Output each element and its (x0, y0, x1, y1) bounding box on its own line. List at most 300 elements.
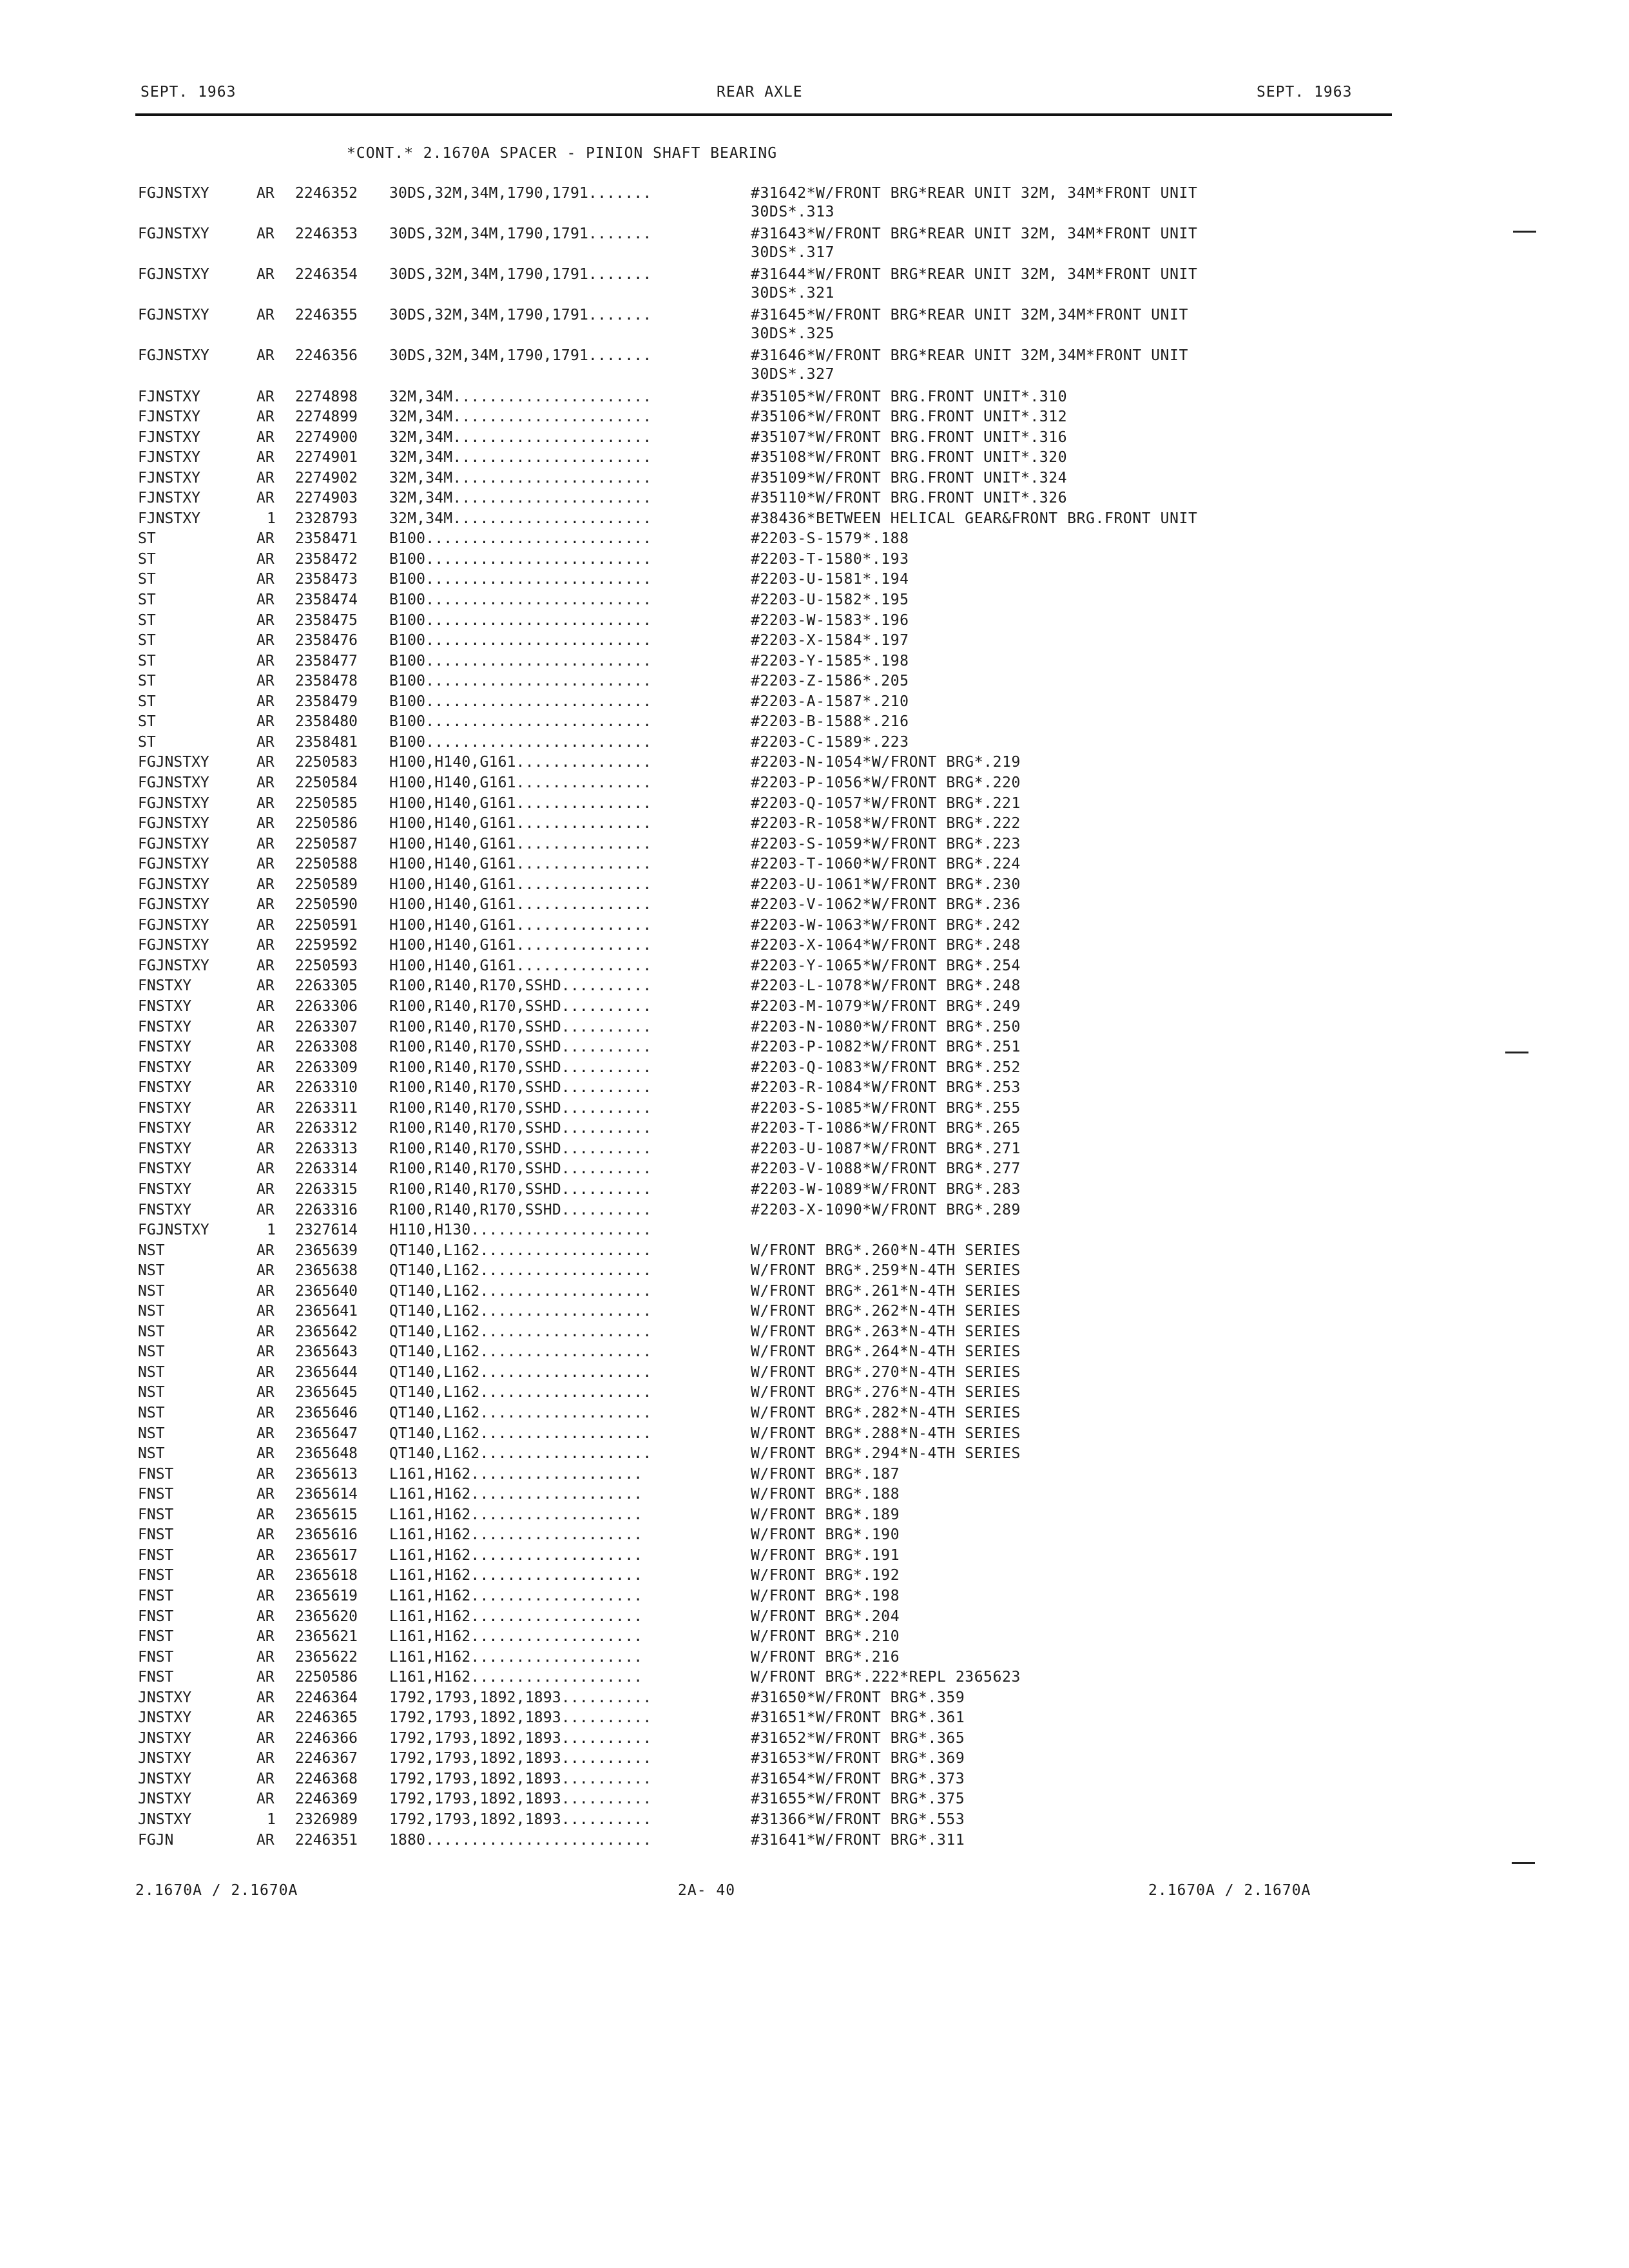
parts-row (0, 1079, 1629, 1099)
models: R100,R140,R170,SSHD.......... (389, 1201, 652, 1218)
part-number: 2274902 (295, 469, 358, 486)
part-number: 2365640 (295, 1282, 358, 1300)
description-continuation: 30DS*.317 (751, 244, 835, 261)
models: B100......................... (389, 693, 652, 710)
part-number: 2326989 (295, 1811, 358, 1828)
description: #2203-R-1084*W/FRONT BRG*.253 (751, 1079, 1021, 1097)
parts-row (0, 795, 1629, 815)
usage-codes: FGJNSTXY (138, 835, 209, 852)
quantity: AR (256, 1363, 275, 1381)
part-number: 2263308 (295, 1039, 358, 1056)
part-number: 2263311 (295, 1099, 358, 1117)
quantity: AR (256, 1628, 275, 1646)
models: L161,H162................... (389, 1608, 643, 1625)
parts-row (0, 591, 1629, 611)
part-number: 2250589 (295, 876, 358, 893)
usage-codes: FGJNSTXY (138, 347, 209, 365)
parts-row (0, 266, 1629, 286)
usage-codes: ST (138, 713, 156, 731)
usage-codes: FGJNSTXY (138, 856, 209, 873)
usage-codes: ST (138, 571, 156, 588)
usage-codes: ST (138, 632, 156, 649)
quantity: AR (256, 571, 275, 588)
part-number: 2365618 (295, 1567, 358, 1584)
usage-codes: FNSTXY (138, 1099, 192, 1117)
models: QT140,L162................... (389, 1405, 652, 1421)
quantity: AR (256, 754, 275, 771)
description: #2203-X-1090*W/FRONT BRG*.289 (751, 1201, 1021, 1218)
part-number: 2250593 (295, 957, 358, 974)
usage-codes: JNSTXY (138, 1791, 192, 1808)
models: 32M,34M...................... (389, 510, 652, 527)
quantity: AR (256, 652, 275, 669)
parts-row (0, 449, 1629, 469)
part-number: 2250584 (295, 774, 358, 791)
description: W/FRONT BRG*.262*N-4TH SERIES (751, 1303, 1021, 1320)
part-number: 2246355 (295, 307, 358, 324)
part-number: 2328793 (295, 510, 358, 527)
parts-row (0, 571, 1629, 591)
description: W/FRONT BRG*.259*N-4TH SERIES (751, 1262, 1021, 1280)
footer-page-number: 2A- 40 (678, 1882, 736, 1899)
parts-row (0, 1750, 1629, 1770)
description: W/FRONT BRG*.191 (751, 1546, 900, 1564)
models: 32M,34M...................... (389, 469, 652, 486)
quantity: AR (256, 1750, 275, 1767)
description: #2203-A-1587*.210 (751, 693, 909, 710)
description: #2203-W-1089*W/FRONT BRG*.283 (751, 1180, 1021, 1198)
quantity: AR (256, 1689, 275, 1706)
quantity: AR (256, 266, 275, 284)
description: #31652*W/FRONT BRG*.365 (751, 1729, 965, 1747)
quantity: AR (256, 1587, 275, 1604)
parts-row (0, 1445, 1629, 1465)
part-number: 2365613 (295, 1465, 358, 1483)
description: #31651*W/FRONT BRG*.361 (751, 1709, 965, 1727)
quantity: AR (256, 1201, 275, 1218)
description: W/FRONT BRG*.260*N-4TH SERIES (751, 1242, 1021, 1259)
description: #31644*W/FRONT BRG*REAR UNIT 32M, 34M*FRONT UNIT (751, 266, 1198, 284)
usage-codes: FGJNSTXY (138, 957, 209, 974)
models: R100,R140,R170,SSHD.......... (389, 977, 652, 995)
part-number: 2365621 (295, 1628, 358, 1646)
parts-row (0, 713, 1629, 733)
models: H100,H140,G161............... (389, 957, 652, 974)
description: #2203-U-1061*W/FRONT BRG*.230 (751, 876, 1021, 893)
description: #2203-Y-1065*W/FRONT BRG*.254 (751, 957, 1021, 974)
part-number: 2274903 (295, 490, 358, 507)
description: #31641*W/FRONT BRG*.311 (751, 1831, 965, 1849)
description: #2203-B-1588*.216 (751, 713, 909, 731)
usage-codes: JNSTXY (138, 1770, 192, 1787)
quantity: AR (256, 1486, 275, 1503)
description: #2203-U-1087*W/FRONT BRG*.271 (751, 1140, 1021, 1157)
quantity: AR (256, 1343, 275, 1361)
models: 30DS,32M,34M,1790,1791....... (389, 226, 652, 243)
usage-codes: ST (138, 733, 156, 751)
usage-codes: ST (138, 611, 156, 629)
models: H100,H140,G161............... (389, 876, 652, 893)
description-continuation: 30DS*.325 (751, 325, 835, 342)
part-number: 2263310 (295, 1079, 358, 1097)
quantity: AR (256, 1303, 275, 1320)
parts-row (0, 1283, 1629, 1303)
part-number: 2250586 (295, 1669, 358, 1686)
models: B100......................... (389, 733, 652, 751)
usage-codes: FNST (138, 1628, 174, 1646)
quantity: AR (256, 1546, 275, 1564)
quantity: AR (256, 1831, 275, 1849)
part-number: 2246366 (295, 1729, 358, 1747)
usage-codes: FGJNSTXY (138, 774, 209, 791)
models: 32M,34M...................... (389, 449, 652, 466)
part-number: 2365641 (295, 1303, 358, 1320)
quantity: AR (256, 713, 275, 731)
parts-row (0, 1019, 1629, 1039)
models: R100,R140,R170,SSHD.......... (389, 1160, 652, 1178)
part-number: 2365619 (295, 1587, 358, 1604)
description: #2203-W-1583*.196 (751, 611, 909, 629)
parts-row (0, 530, 1629, 550)
parts-row (0, 1832, 1629, 1852)
part-number: 2274898 (295, 388, 358, 405)
usage-codes: FJNSTXY (138, 469, 200, 486)
description-continuation: 30DS*.321 (751, 284, 835, 302)
models: B100......................... (389, 550, 652, 568)
usage-codes: FNST (138, 1526, 174, 1544)
usage-codes: FNST (138, 1587, 174, 1604)
models: QT140,L162................... (389, 1445, 652, 1463)
models: QT140,L162................... (389, 1282, 652, 1300)
part-number: 2365622 (295, 1648, 358, 1666)
parts-row (0, 1506, 1629, 1526)
models: H100,H140,G161............... (389, 896, 652, 914)
models: L161,H162................... (389, 1669, 643, 1686)
parts-row (0, 1791, 1629, 1811)
models: L161,H162................... (389, 1567, 643, 1584)
description: #2203-S-1579*.188 (751, 530, 909, 548)
parts-row (0, 1547, 1629, 1567)
continuation-title: *CONT.* 2.1670A SPACER - PINION SHAFT BEARING (347, 145, 778, 162)
part-number: 2274899 (295, 408, 358, 426)
footer-ref-left: 2.1670A / 2.1670A (135, 1882, 298, 1899)
models: H100,H140,G161............... (389, 937, 652, 954)
parts-row (0, 1466, 1629, 1486)
models: L161,H162................... (389, 1526, 643, 1544)
quantity: AR (256, 774, 275, 791)
description: #2203-W-1063*W/FRONT BRG*.242 (751, 916, 1021, 934)
description: #2203-U-1582*.195 (751, 591, 909, 608)
usage-codes: FGJNSTXY (138, 226, 209, 243)
description: #31643*W/FRONT BRG*REAR UNIT 32M, 34M*FRONT UNIT (751, 226, 1198, 243)
parts-row (0, 1771, 1629, 1791)
part-number: 2263315 (295, 1180, 358, 1198)
description: #2203-S-1059*W/FRONT BRG*.223 (751, 835, 1021, 852)
parts-row-continuation (0, 366, 1629, 386)
quantity: AR (256, 1059, 275, 1076)
usage-codes: FGJNSTXY (138, 185, 209, 202)
parts-row (0, 185, 1629, 205)
quantity: AR (256, 530, 275, 548)
description: W/FRONT BRG*.294*N-4TH SERIES (751, 1445, 1021, 1463)
part-number: 2246351 (295, 1831, 358, 1849)
models: L161,H162................... (389, 1486, 643, 1503)
part-number: 2358474 (295, 591, 358, 608)
models: QT140,L162................... (389, 1303, 652, 1320)
models: R100,R140,R170,SSHD.......... (389, 1120, 652, 1137)
models: QT140,L162................... (389, 1425, 652, 1442)
parts-row (0, 1100, 1629, 1120)
quantity: AR (256, 1242, 275, 1259)
quantity: AR (256, 835, 275, 852)
models: H100,H140,G161............... (389, 856, 652, 873)
parts-row (0, 1262, 1629, 1282)
models: B100......................... (389, 632, 652, 649)
part-number: 2246368 (295, 1770, 358, 1787)
description: #2203-P-1056*W/FRONT BRG*.220 (751, 774, 1021, 791)
parts-row (0, 1669, 1629, 1689)
description: W/FRONT BRG*.198 (751, 1587, 900, 1604)
description: #31654*W/FRONT BRG*.373 (751, 1770, 965, 1787)
models: H100,H140,G161............... (389, 835, 652, 852)
usage-codes: FNST (138, 1506, 174, 1523)
parts-row (0, 226, 1629, 245)
description: #31655*W/FRONT BRG*.375 (751, 1791, 965, 1808)
usage-codes: ST (138, 652, 156, 669)
models: R100,R140,R170,SSHD.......... (389, 1099, 652, 1117)
usage-codes: FGJNSTXY (138, 916, 209, 934)
models: QT140,L162................... (389, 1242, 652, 1259)
usage-codes: NST (138, 1384, 165, 1401)
description: W/FRONT BRG*.210 (751, 1628, 900, 1646)
part-number: 2365615 (295, 1506, 358, 1523)
usage-codes: FNSTXY (138, 1120, 192, 1137)
models: 1792,1793,1892,1893.......... (389, 1729, 652, 1747)
quantity: AR (256, 998, 275, 1015)
models: B100......................... (389, 611, 652, 629)
description: #31653*W/FRONT BRG*.369 (751, 1750, 965, 1767)
description: W/FRONT BRG*.190 (751, 1526, 900, 1544)
description: #2203-Q-1057*W/FRONT BRG*.221 (751, 794, 1021, 812)
part-number: 2250583 (295, 754, 358, 771)
part-number: 2365644 (295, 1363, 358, 1381)
models: R100,R140,R170,SSHD.......... (389, 998, 652, 1015)
parts-row (0, 774, 1629, 794)
parts-row (0, 1181, 1629, 1201)
models: R100,R140,R170,SSHD.......... (389, 1059, 652, 1076)
parts-row (0, 307, 1629, 327)
part-number: 2246354 (295, 266, 358, 284)
models: 32M,34M...................... (389, 428, 652, 446)
part-number: 2358475 (295, 611, 358, 629)
quantity: AR (256, 408, 275, 426)
usage-codes: NST (138, 1363, 165, 1381)
models: 30DS,32M,34M,1790,1791....... (389, 307, 652, 324)
quantity: AR (256, 1079, 275, 1097)
usage-codes: FGJNSTXY (138, 937, 209, 954)
models: B100......................... (389, 571, 652, 588)
description: W/FRONT BRG*.264*N-4TH SERIES (751, 1343, 1021, 1361)
quantity: AR (256, 1445, 275, 1463)
parts-row (0, 490, 1629, 510)
parts-row (0, 429, 1629, 449)
usage-codes: FNSTXY (138, 1039, 192, 1056)
models: H100,H140,G161............... (389, 774, 652, 791)
parts-row (0, 1811, 1629, 1831)
models: 1792,1793,1892,1893.......... (389, 1689, 652, 1706)
parts-row (0, 1303, 1629, 1323)
part-number: 2365638 (295, 1262, 358, 1280)
quantity: AR (256, 856, 275, 873)
usage-codes: FNSTXY (138, 1180, 192, 1198)
usage-codes: NST (138, 1343, 165, 1361)
quantity: AR (256, 1323, 275, 1340)
parts-row (0, 856, 1629, 876)
usage-codes: FNSTXY (138, 1018, 192, 1035)
part-number: 2365646 (295, 1405, 358, 1421)
usage-codes: NST (138, 1405, 165, 1421)
description: #35108*W/FRONT BRG.FRONT UNIT*.320 (751, 449, 1068, 466)
parts-row (0, 1709, 1629, 1729)
description: W/FRONT BRG*.204 (751, 1608, 900, 1625)
description: #2203-Q-1083*W/FRONT BRG*.252 (751, 1059, 1021, 1076)
usage-codes: ST (138, 693, 156, 710)
usage-codes: ST (138, 550, 156, 568)
quantity: AR (256, 1384, 275, 1401)
part-number: 2250590 (295, 896, 358, 914)
part-number: 2250587 (295, 835, 358, 852)
quantity: AR (256, 1791, 275, 1808)
description-continuation: 30DS*.327 (751, 365, 835, 383)
quantity: AR (256, 1160, 275, 1178)
usage-codes: ST (138, 591, 156, 608)
description: #35105*W/FRONT BRG.FRONT UNIT*.310 (751, 388, 1068, 405)
models: B100......................... (389, 713, 652, 731)
quantity: AR (256, 1729, 275, 1747)
description: #2203-P-1082*W/FRONT BRG*.251 (751, 1039, 1021, 1056)
quantity: 1 (267, 510, 276, 527)
quantity: AR (256, 226, 275, 243)
description: #2203-R-1058*W/FRONT BRG*.222 (751, 815, 1021, 832)
usage-codes: FGJNSTXY (138, 794, 209, 812)
parts-row (0, 1730, 1629, 1750)
usage-codes: FNSTXY (138, 1079, 192, 1097)
usage-codes: NST (138, 1425, 165, 1442)
quantity: AR (256, 1526, 275, 1544)
description: #2203-T-1086*W/FRONT BRG*.265 (751, 1120, 1021, 1137)
models: R100,R140,R170,SSHD.......... (389, 1180, 652, 1198)
part-number: 2250591 (295, 916, 358, 934)
parts-row (0, 836, 1629, 856)
quantity: AR (256, 1709, 275, 1727)
models: QT140,L162................... (389, 1262, 652, 1280)
parts-row (0, 876, 1629, 896)
usage-codes: FNST (138, 1648, 174, 1666)
part-number: 2263307 (295, 1018, 358, 1035)
quantity: AR (256, 1405, 275, 1421)
parts-row (0, 1242, 1629, 1262)
usage-codes: JNSTXY (138, 1750, 192, 1767)
parts-row (0, 632, 1629, 652)
quantity: AR (256, 1506, 275, 1523)
parts-row-continuation (0, 325, 1629, 345)
description: W/FRONT BRG*.261*N-4TH SERIES (751, 1282, 1021, 1300)
quantity: AR (256, 1120, 275, 1137)
quantity: AR (256, 876, 275, 893)
parts-row (0, 998, 1629, 1018)
part-number: 2250588 (295, 856, 358, 873)
description: W/FRONT BRG*.276*N-4TH SERIES (751, 1384, 1021, 1401)
parts-row (0, 1059, 1629, 1079)
part-number: 2274901 (295, 449, 358, 466)
usage-codes: FGJNSTXY (138, 1222, 209, 1239)
footer-ref-right: 2.1670A / 2.1670A (1148, 1882, 1311, 1899)
description: #2203-N-1054*W/FRONT BRG*.219 (751, 754, 1021, 771)
description: #31642*W/FRONT BRG*REAR UNIT 32M, 34M*FRONT UNIT (751, 185, 1198, 202)
parts-row (0, 1343, 1629, 1363)
models: R100,R140,R170,SSHD.......... (389, 1079, 652, 1097)
models: 30DS,32M,34M,1790,1791....... (389, 266, 652, 284)
models: QT140,L162................... (389, 1363, 652, 1381)
description: #35110*W/FRONT BRG.FRONT UNIT*.326 (751, 490, 1068, 507)
part-number: 2250585 (295, 794, 358, 812)
models: H100,H140,G161............... (389, 754, 652, 771)
usage-codes: FJNSTXY (138, 510, 200, 527)
description-continuation: 30DS*.313 (751, 203, 835, 220)
quantity: AR (256, 693, 275, 710)
quantity: AR (256, 1425, 275, 1442)
quantity: AR (256, 1282, 275, 1300)
part-number: 2246364 (295, 1689, 358, 1706)
models: L161,H162................... (389, 1465, 643, 1483)
quantity: AR (256, 794, 275, 812)
usage-codes: FJNSTXY (138, 408, 200, 426)
part-number: 2246367 (295, 1750, 358, 1767)
quantity: AR (256, 815, 275, 832)
parts-row (0, 734, 1629, 754)
models: H110,H130.................... (389, 1222, 652, 1239)
quantity: 1 (267, 1811, 276, 1828)
parts-row (0, 1384, 1629, 1404)
parts-row (0, 815, 1629, 835)
part-number: 2358473 (295, 571, 358, 588)
description: #35109*W/FRONT BRG.FRONT UNIT*.324 (751, 469, 1068, 486)
models: L161,H162................... (389, 1628, 643, 1646)
models: QT140,L162................... (389, 1323, 652, 1340)
quantity: AR (256, 611, 275, 629)
part-number: 2263306 (295, 998, 358, 1015)
models: 32M,34M...................... (389, 490, 652, 507)
parts-row (0, 408, 1629, 428)
parts-row (0, 470, 1629, 490)
part-number: 2365645 (295, 1384, 358, 1401)
description: #2203-V-1062*W/FRONT BRG*.236 (751, 896, 1021, 914)
description: W/FRONT BRG*.192 (751, 1567, 900, 1584)
header-date-right: SEPT. 1963 (1257, 84, 1353, 101)
description: #2203-Z-1586*.205 (751, 673, 909, 690)
quantity: AR (256, 1567, 275, 1584)
models: QT140,L162................... (389, 1343, 652, 1361)
models: L161,H162................... (389, 1546, 643, 1564)
quantity: AR (256, 1648, 275, 1666)
parts-row (0, 1222, 1629, 1242)
models: 30DS,32M,34M,1790,1791....... (389, 185, 652, 202)
parts-row (0, 1202, 1629, 1222)
description: #31646*W/FRONT BRG*REAR UNIT 32M,34M*FRONT UNIT (751, 347, 1189, 365)
usage-codes: FNST (138, 1669, 174, 1686)
part-number: 2365643 (295, 1343, 358, 1361)
quantity: AR (256, 1018, 275, 1035)
